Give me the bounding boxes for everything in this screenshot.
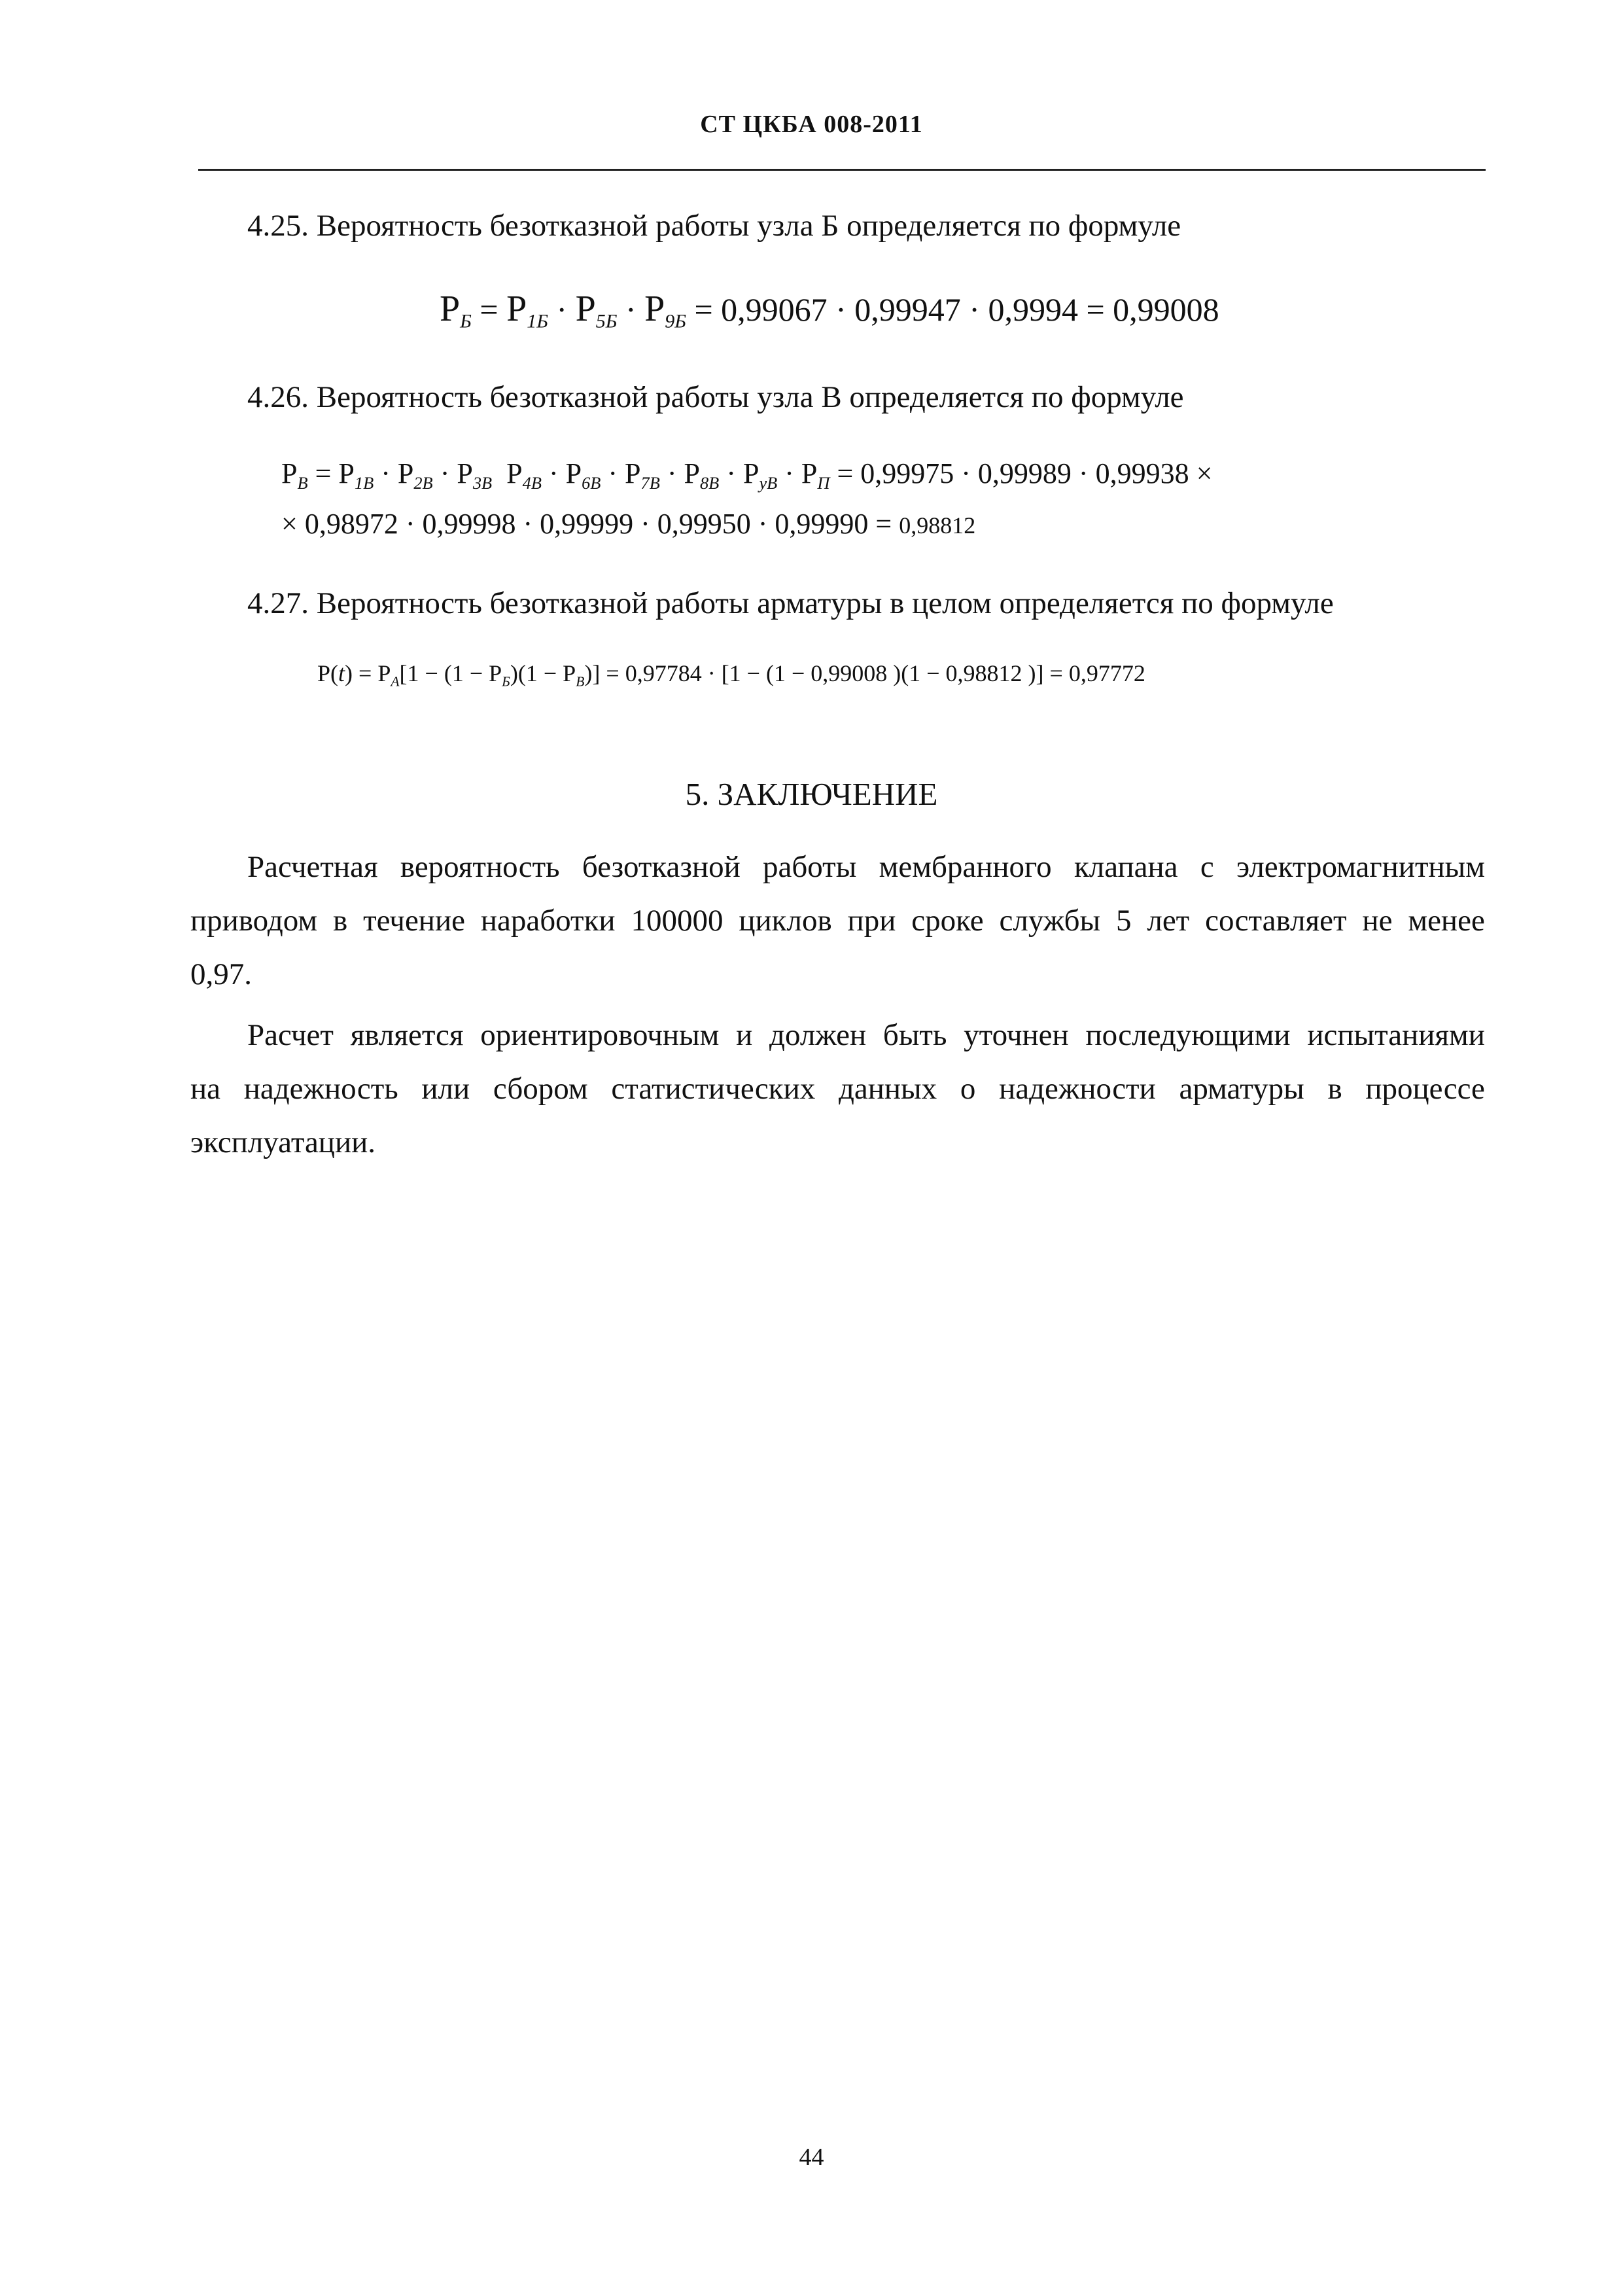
- word: с: [1200, 850, 1214, 884]
- word: арматуры: [1179, 1072, 1304, 1106]
- section-title: 5. ЗАКЛЮЧЕНИЕ: [685, 776, 938, 812]
- page-number: 44: [799, 2144, 824, 2171]
- header-rule: [198, 169, 1486, 171]
- formula-4-27: $P(t) = P_А[1 - (1 - P_Б)(1 - P_В)] = 0,97784 \cdot [1 - (1 - 0,99008$ )(1 − 0,98812 )] = 0,97772: [317, 660, 1145, 690]
- paragraph-4-27: 4.27. Вероятность безотказной работы арматуры в целом определяется по формуле: [247, 586, 1334, 620]
- formula-4-26-line2: [281, 507, 975, 540]
- word: процессе: [1365, 1072, 1485, 1106]
- word: клапана: [1073, 850, 1178, 884]
- word: последующими: [1085, 1018, 1291, 1052]
- word: сбором: [493, 1072, 588, 1106]
- word: течение: [363, 904, 465, 938]
- word: надежности: [999, 1072, 1156, 1106]
- formula-4-26-line2-values: × 0,98972 · 0,99998 · 0,99999 · 0,99950 · 0,99990 =: [281, 508, 899, 540]
- word: и: [736, 1018, 753, 1052]
- formula-4-27-values: = 0,97784 · [1 − (1 − 0,99008 )(1 − 0,98812 )] =: [606, 660, 1069, 686]
- word: испытаниями: [1307, 1018, 1485, 1052]
- formula-4-26-line1-values: = 0,99975 · 0,99989 · 0,99938 ×: [837, 457, 1213, 489]
- conclusion-p2-line2: [190, 1071, 1485, 1106]
- formula-4-25: $P_Б = P_{1Б} \cdot P_{5Б} \cdot P_{9Б} = 0,99067 \cdot 0,99947 \cdot 0,9994 = 0,99008$: [440, 289, 1219, 332]
- word: лет: [1147, 904, 1190, 938]
- word: быть: [882, 1018, 947, 1052]
- conclusion-p1-line1: [247, 849, 1485, 885]
- word: менее: [1408, 904, 1485, 938]
- conclusion-p2-line1: [247, 1017, 1485, 1053]
- word: в: [1327, 1072, 1342, 1106]
- conclusion-p1-line2: [190, 903, 1485, 938]
- word: должен: [769, 1018, 867, 1052]
- conclusion-p2-line3: эксплуатации.: [190, 1125, 376, 1159]
- word: циклов: [739, 904, 832, 938]
- paragraph-4-25: 4.25. Вероятность безотказной работы узла Б определяется по формуле: [247, 209, 1181, 243]
- paragraph-4-26: 4.26. Вероятность безотказной работы узла В определяется по формуле: [247, 380, 1184, 414]
- word: службы: [999, 904, 1101, 938]
- word: статистических: [611, 1072, 816, 1106]
- formula-4-26-result: 0,98812: [899, 512, 976, 539]
- word: надежность: [243, 1072, 398, 1106]
- word: работы: [763, 850, 857, 884]
- word: данных: [838, 1072, 937, 1106]
- conclusion-p1-line3: 0,97.: [190, 957, 252, 991]
- word: электромагнитным: [1236, 850, 1485, 884]
- document-header: СТ ЦКБА 008-2011: [700, 111, 923, 138]
- word: Расчетная: [247, 850, 378, 884]
- word: о: [960, 1072, 976, 1106]
- word: является: [350, 1018, 464, 1052]
- formula-4-26-line1: $P_В = P_{1В} \cdot P_{2В} \cdot P_{3В}$ $P_{4В} \cdot P_{6В} \cdot P_{7В} \cdot P_{8В} \cdot P_{уВ} \cdot P_П = 0,99975 \cdot 0,99989 \cdot 0,99938$ ×: [281, 457, 1213, 493]
- word: на: [190, 1072, 221, 1106]
- word: Расчет: [247, 1018, 334, 1052]
- word: ориентировочным: [480, 1018, 720, 1052]
- word: вероятность: [400, 850, 560, 884]
- word: составляет: [1205, 904, 1347, 938]
- word: сроке: [911, 904, 984, 938]
- word: безотказной: [582, 850, 741, 884]
- formula-4-25-result: = 0,99067 · 0,99947 · 0,9994 = 0,99008: [694, 291, 1219, 328]
- word: в: [332, 904, 348, 938]
- word: наработки: [480, 904, 616, 938]
- word: уточнен: [964, 1018, 1069, 1052]
- word: не: [1362, 904, 1393, 938]
- word: мембранного: [879, 850, 1052, 884]
- word: приводом: [190, 904, 318, 938]
- formula-4-27-result: 0,97772: [1068, 660, 1145, 686]
- word: 5: [1115, 904, 1132, 938]
- word: 100000: [631, 904, 724, 938]
- word: или: [421, 1072, 470, 1106]
- word: при: [847, 904, 896, 938]
